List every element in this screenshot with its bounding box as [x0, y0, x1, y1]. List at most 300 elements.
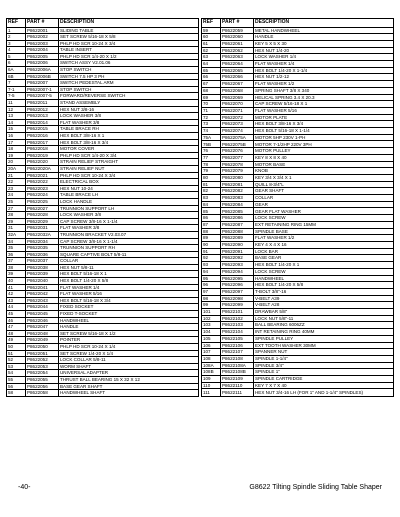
table-row	[7, 284, 199, 291]
cell-ref: 48	[7, 330, 26, 337]
table-row	[7, 376, 199, 383]
cell-description: MOTOR BASE	[254, 161, 394, 168]
cell-description: HEX BOLT 1/4-20 X 1	[254, 262, 394, 269]
cell-ref: 54	[7, 370, 26, 377]
cell-description: LOCK SCREW	[254, 268, 394, 275]
cell-description: V-BELT A39	[254, 295, 394, 302]
cell-part-number: P8622108	[221, 355, 254, 362]
cell-description: V-BELT A28	[254, 302, 394, 309]
cell-description: POINTER	[59, 337, 199, 344]
header-part: PART #	[26, 19, 59, 28]
cell-description: SWITCH 7.5 HP 3 PH	[59, 73, 199, 80]
cell-part-number: P8622088	[221, 228, 254, 235]
table-row	[7, 53, 199, 60]
cell-description: LOCK WASHER 3/8	[59, 212, 199, 219]
table-row	[202, 275, 394, 282]
parts-table-right	[201, 18, 394, 397]
table-row	[202, 295, 394, 302]
cell-ref: 27	[7, 205, 26, 212]
cell-description: BASE GEAR	[254, 255, 394, 262]
cell-ref: 72	[202, 114, 221, 121]
cell-description: PHLP HD SCR 10-24 X 3/4	[59, 40, 199, 47]
cell-description: SPINDLE 1"	[254, 369, 394, 376]
cell-part-number: P8622013	[26, 113, 59, 120]
table-row	[7, 172, 199, 179]
cell-ref: 87	[202, 221, 221, 228]
table-row	[202, 168, 394, 175]
cell-ref: 67	[202, 81, 221, 88]
cell-ref: 61	[202, 40, 221, 47]
table-row	[7, 113, 199, 120]
cell-description: MOTOR PULLEY	[254, 148, 394, 155]
cell-description: STRAIN RELIEF NUT	[59, 165, 199, 172]
cell-description: METAL HANDWHEEL	[254, 27, 394, 34]
cell-ref: 32A	[7, 231, 26, 238]
cell-part-number: P8622046	[26, 317, 59, 324]
cell-part-number: P8622078	[221, 161, 254, 168]
cell-ref: 52	[7, 357, 26, 364]
cell-part-number: P8622038	[26, 264, 59, 271]
table-row	[202, 121, 394, 128]
cell-part-number: P8622058	[26, 390, 59, 397]
table-row	[202, 40, 394, 47]
table-row	[202, 161, 394, 168]
cell-ref: 7	[7, 80, 26, 87]
cell-ref: 75A	[202, 134, 221, 141]
cell-description: LOCK BAR	[254, 248, 394, 255]
cell-ref: 12	[7, 106, 26, 113]
cell-ref: 58	[7, 390, 26, 397]
table-row	[7, 133, 199, 140]
cell-description: CAP SCREW 5/16-18 X 1	[254, 101, 394, 108]
cell-ref: 73	[202, 121, 221, 128]
cell-description: TRUNNION SUPPORT LH	[59, 205, 199, 212]
parts-table-left	[6, 18, 199, 397]
table-row	[7, 139, 199, 146]
table-row	[202, 268, 394, 275]
cell-description: FLAT WASHER 5/16	[59, 291, 199, 298]
cell-description: HEX BOLT 1/4-20 X 5/8	[59, 278, 199, 285]
cell-description: SPRING SHAFT 3/8 X 340	[254, 87, 394, 94]
cell-part-number: P8622065	[221, 67, 254, 74]
table-row	[7, 34, 199, 41]
cell-description: CAP SCREW 3/8-16 X 1-1/4	[59, 238, 199, 245]
cell-description: KEY 8 X 8 X 40	[254, 154, 394, 161]
cell-part-number: P8622060	[221, 34, 254, 41]
cell-ref: 42	[7, 291, 26, 298]
table-row	[7, 80, 199, 87]
cell-part-number: P8622075B	[221, 141, 254, 148]
cell-ref: 99	[202, 302, 221, 309]
cell-part-number: P8622007-5	[26, 93, 59, 100]
cell-part-number: P8622031	[26, 225, 59, 232]
table-row	[202, 369, 394, 376]
table-row	[202, 302, 394, 309]
table-row	[202, 47, 394, 54]
table-row	[7, 73, 199, 80]
cell-description: PHLP HD SCR 10-24 X 3/4	[59, 172, 199, 179]
cell-ref: 41	[7, 284, 26, 291]
cell-ref: 56	[7, 383, 26, 390]
cell-ref: 13	[7, 113, 26, 120]
cell-part-number: P8622040	[26, 278, 59, 285]
table-row	[202, 242, 394, 249]
cell-ref: 18	[7, 146, 26, 153]
cell-part-number: P8622093	[221, 262, 254, 269]
cell-description: TRUNNION SUPPORT RH	[59, 245, 199, 252]
cell-part-number: P8622021	[26, 172, 59, 179]
cell-part-number: P8622039	[26, 271, 59, 278]
cell-ref: 50	[7, 344, 26, 351]
cell-description: HANDWHEEL	[254, 275, 394, 282]
cell-description: GEAR FLAT WASHER	[254, 208, 394, 215]
cell-description: LOCK WASHER 3/8	[59, 113, 199, 120]
cell-description: PHLP HD SCR 1/4-20 X 3/4	[59, 152, 199, 159]
cell-ref: 44	[7, 304, 26, 311]
cell-part-number: P8622048	[26, 330, 59, 337]
cell-part-number: P8622022	[26, 179, 59, 186]
table-row	[7, 100, 199, 107]
cell-ref: 29	[7, 218, 26, 225]
table-row	[202, 215, 394, 222]
cell-description: HELICAL SPRING 3.4 X 20.3	[254, 94, 394, 101]
cell-ref: 71	[202, 107, 221, 114]
cell-part-number: P8622016	[26, 133, 59, 140]
cell-ref: 81	[202, 181, 221, 188]
table-row	[202, 282, 394, 289]
cell-description: EXT RETAINING RING 15MM	[254, 221, 394, 228]
parts-tables	[6, 18, 394, 397]
cell-ref: 93	[202, 262, 221, 269]
footer-title: G8622 Tilting Spindle Sliding Table Shaper	[249, 484, 382, 491]
cell-part-number: P8622075A	[221, 134, 254, 141]
cell-part-number: P8622089	[221, 235, 254, 242]
table-row	[202, 154, 394, 161]
cell-description: HEX NUT 1/2-12	[254, 74, 394, 81]
cell-part-number: P8622050	[26, 344, 59, 351]
table-row	[7, 330, 199, 337]
table-row	[202, 315, 394, 322]
cell-description: HEX NUT 3/8-16	[59, 106, 199, 113]
table-row	[7, 212, 199, 219]
cell-ref: 24	[7, 192, 26, 199]
cell-part-number: P8622082	[221, 188, 254, 195]
cell-description: HEX BOLT 5/16-18 X 1	[59, 271, 199, 278]
cell-ref: 91	[202, 248, 221, 255]
cell-ref: 83	[202, 195, 221, 202]
cell-ref: 106	[202, 342, 221, 349]
table-header-row	[202, 19, 394, 28]
cell-description: MOTOR 7-1/2HP 220V 3PH	[254, 141, 394, 148]
cell-ref: 89	[202, 235, 221, 242]
cell-part-number: P8622032A	[26, 231, 59, 238]
cell-ref: 85	[202, 208, 221, 215]
table-row	[7, 126, 199, 133]
table-row	[7, 357, 199, 364]
cell-description: FLAT WASHER 5/16	[254, 107, 394, 114]
cell-ref: 6B	[7, 73, 26, 80]
cell-part-number: P8622094	[221, 268, 254, 275]
cell-part-number: P8622045	[26, 311, 59, 318]
cell-part-number: P8622069	[221, 94, 254, 101]
cell-description: MOTOR 5HP 230V 1-PH	[254, 134, 394, 141]
cell-ref: 55	[7, 376, 26, 383]
cell-description: PHLP HD SCR 10-24 X 1/4	[59, 344, 199, 351]
cell-description: HEX NUT 1/4-20	[254, 47, 394, 54]
cell-ref: 111	[202, 389, 221, 396]
cell-description: SPINDLE CARTRIDGE	[254, 376, 394, 383]
table-row	[202, 389, 394, 396]
cell-ref: 39	[7, 271, 26, 278]
cell-part-number: P8622067	[221, 81, 254, 88]
table-row	[7, 198, 199, 205]
cell-part-number: P8622086	[221, 215, 254, 222]
cell-part-number: P8622004	[26, 47, 59, 54]
cell-part-number: P8622091	[221, 248, 254, 255]
cell-ref: 6	[7, 60, 26, 67]
cell-description: EXT TOOTH WASHER 30MM	[254, 342, 394, 349]
cell-ref: 68	[202, 87, 221, 94]
table-row	[202, 382, 394, 389]
cell-description: HEX BOLT 5/16-18 X 1-1/4	[254, 128, 394, 135]
cell-ref: 77	[202, 154, 221, 161]
cell-ref: 36	[7, 251, 26, 258]
cell-part-number: P8622092	[221, 255, 254, 262]
cell-ref: 84	[202, 201, 221, 208]
cell-ref: 34	[7, 238, 26, 245]
cell-ref: 60	[202, 34, 221, 41]
cell-part-number: P8622042	[26, 291, 59, 298]
table-row	[7, 363, 199, 370]
cell-part-number: P8622079	[221, 168, 254, 175]
table-row	[202, 134, 394, 141]
cell-description: HEX BOLT 3/8-16 X 1	[59, 133, 199, 140]
cell-part-number: P8622006	[26, 60, 59, 67]
cell-ref: 62	[202, 47, 221, 54]
cell-description: BASE GEAR SHAFT	[59, 383, 199, 390]
cell-part-number: P8622044	[26, 304, 59, 311]
cell-description: HANDWHEEL	[59, 317, 199, 324]
cell-description: HANDWHEEL SHAFT	[59, 390, 199, 397]
table-row	[7, 251, 199, 258]
cell-description: TABLE BRACE RH	[59, 126, 199, 133]
cell-part-number: P8622105	[221, 335, 254, 342]
table-row	[7, 264, 199, 271]
cell-ref: 74	[202, 128, 221, 135]
cell-description: PHLP HD SCR 1/4-20 X 1/2	[59, 53, 199, 60]
cell-ref: 108B	[202, 369, 221, 376]
cell-ref: 90	[202, 242, 221, 249]
table-row	[202, 174, 394, 181]
cell-ref: 45	[7, 311, 26, 318]
cell-part-number: P8622095	[221, 275, 254, 282]
cell-ref: 86	[202, 215, 221, 222]
parts-table-left-body	[7, 27, 199, 396]
table-row	[7, 311, 199, 318]
cell-part-number: P8622017	[26, 139, 59, 146]
cell-part-number: P8622023	[26, 185, 59, 192]
cell-part-number: P8622028	[26, 212, 59, 219]
cell-description: MOTOR COVER	[59, 146, 199, 153]
cell-ref: 108	[202, 355, 221, 362]
table-row	[7, 370, 199, 377]
cell-ref: 88	[202, 228, 221, 235]
cell-ref: 47	[7, 324, 26, 331]
table-row	[7, 324, 199, 331]
table-row	[202, 221, 394, 228]
table-row	[202, 181, 394, 188]
cell-part-number: P8622068	[221, 87, 254, 94]
cell-ref: 59	[202, 27, 221, 34]
cell-ref: 28	[7, 212, 26, 219]
cell-ref: 103	[202, 322, 221, 329]
cell-ref: 35	[7, 245, 26, 252]
cell-ref: 6A	[7, 67, 26, 74]
cell-description: FLAT WASHER 1/4	[254, 61, 394, 68]
cell-part-number: P8622014	[26, 119, 59, 126]
cell-description: FLAT WASHER 1/2	[254, 235, 394, 242]
cell-part-number: P8622111	[221, 389, 254, 396]
table-row	[7, 258, 199, 265]
cell-ref: 92	[202, 255, 221, 262]
cell-ref: 63	[202, 54, 221, 61]
cell-description: HEX NUT 3/4-16 LH (FOR 1" AND 1-1/4" SPINDLES)	[254, 389, 394, 396]
table-row	[202, 94, 394, 101]
parts-table-right-body	[202, 27, 394, 396]
table-row	[202, 349, 394, 356]
table-row	[7, 383, 199, 390]
cell-part-number: P8622052	[26, 357, 59, 364]
cell-ref: 14	[7, 119, 26, 126]
cell-part-number: P8622081	[221, 181, 254, 188]
cell-description: GEAR SHAFT	[254, 188, 394, 195]
cell-part-number: P8622074	[221, 128, 254, 135]
cell-description: UNIVERSAL ADAPTER	[59, 370, 199, 377]
table-row	[7, 271, 199, 278]
cell-description: HANDLE	[254, 34, 394, 41]
table-row	[7, 291, 199, 298]
cell-description: SWITCH ASSY V2.01.06	[59, 60, 199, 67]
cell-part-number: P8622104	[221, 329, 254, 336]
cell-part-number: P8622073	[221, 121, 254, 128]
table-row	[7, 231, 199, 238]
cell-part-number: P8622007	[26, 80, 59, 87]
cell-description: KEY 4 X 4 X 16	[254, 242, 394, 249]
table-row	[202, 141, 394, 148]
table-row	[202, 188, 394, 195]
cell-ref: 101	[202, 309, 221, 316]
cell-part-number: P8622063	[221, 54, 254, 61]
cell-part-number: P8622110	[221, 382, 254, 389]
cell-ref: 70	[202, 101, 221, 108]
cell-description: KEY 5 X 5 X 30	[254, 40, 394, 47]
cell-ref: 21	[7, 172, 26, 179]
cell-ref: 5	[7, 53, 26, 60]
table-row	[202, 255, 394, 262]
cell-description: SLIDING TABLE	[59, 27, 199, 34]
cell-part-number: P8622087	[221, 221, 254, 228]
cell-description: FLAT WASHER 1/4	[59, 284, 199, 291]
cell-part-number: P8622006B	[26, 73, 59, 80]
cell-description: KEY 3/4 X 3/4 X 1	[254, 174, 394, 181]
cell-ref: 16	[7, 133, 26, 140]
cell-part-number: P8622076	[221, 148, 254, 155]
table-row	[202, 208, 394, 215]
cell-ref: 78	[202, 161, 221, 168]
cell-description: TRUNNION BRACKET V2.03.07	[59, 231, 199, 238]
cell-ref: 102	[202, 315, 221, 322]
table-row	[202, 329, 394, 336]
table-row	[7, 390, 199, 397]
cell-description: TABLE BRACE LH	[59, 192, 199, 199]
cell-ref: 49	[7, 337, 26, 344]
cell-part-number: P8622084	[221, 201, 254, 208]
table-row	[7, 245, 199, 252]
table-row	[202, 87, 394, 94]
cell-description: TABLE INSERT	[59, 47, 199, 54]
cell-description: KNOB	[254, 168, 394, 175]
cell-part-number: P8622043	[26, 297, 59, 304]
cell-description: SET SCREW 5/16-18 X 1/2	[59, 330, 199, 337]
cell-description: ELECTRICAL BOX	[59, 179, 199, 186]
table-row	[7, 304, 199, 311]
cell-ref: 20A	[7, 165, 26, 172]
table-row	[7, 93, 199, 100]
cell-ref: 79	[202, 168, 221, 175]
header-description: DESCRIPTION	[59, 19, 199, 28]
cell-part-number: P8622037	[26, 258, 59, 265]
cell-ref: 25	[7, 198, 26, 205]
cell-ref: 43	[7, 297, 26, 304]
cell-part-number: P8622047	[26, 324, 59, 331]
cell-description: SPANNER NUT	[254, 349, 394, 356]
cell-ref: 94	[202, 268, 221, 275]
cell-description: FORWARD/REVERSE SWITCH	[59, 93, 199, 100]
cell-part-number: P8622002	[26, 34, 59, 41]
cell-ref: 20	[7, 159, 26, 166]
cell-part-number: P8622005	[26, 53, 59, 60]
cell-description: BALL BEARING 6006ZZ	[254, 322, 394, 329]
cell-ref: 80	[202, 174, 221, 181]
cell-description: LOCK COLLAR 5/8-11	[59, 357, 199, 364]
cell-part-number: P8622012	[26, 106, 59, 113]
cell-ref: 95	[202, 275, 221, 282]
cell-part-number: P8622072	[221, 114, 254, 121]
cell-description: STOP SWITCH	[59, 86, 199, 93]
cell-description: SPINDLE PULLEY	[254, 335, 394, 342]
table-row	[202, 262, 394, 269]
cell-part-number: P8622019	[26, 152, 59, 159]
cell-description: HEX BOLT 3/8-16 X 3/4	[59, 139, 199, 146]
table-row	[202, 27, 394, 34]
table-row	[202, 228, 394, 235]
table-row	[7, 159, 199, 166]
table-row	[7, 297, 199, 304]
table-row	[7, 350, 199, 357]
cell-description: T-BOLT 3/8"-16	[254, 288, 394, 295]
cell-ref: 65	[202, 67, 221, 74]
cell-part-number: P8622099	[221, 302, 254, 309]
cell-description: SQUARE CAPTIVE BOLT 5/8-11	[59, 251, 199, 258]
cell-ref: 51	[7, 350, 26, 357]
cell-ref: 11	[7, 100, 26, 107]
cell-part-number: P8622049	[26, 337, 59, 344]
cell-ref: 7-5	[7, 93, 26, 100]
cell-part-number: P8622109	[221, 376, 254, 383]
cell-ref: 75B	[202, 141, 221, 148]
cell-part-number: P8622018	[26, 146, 59, 153]
table-row	[7, 165, 199, 172]
